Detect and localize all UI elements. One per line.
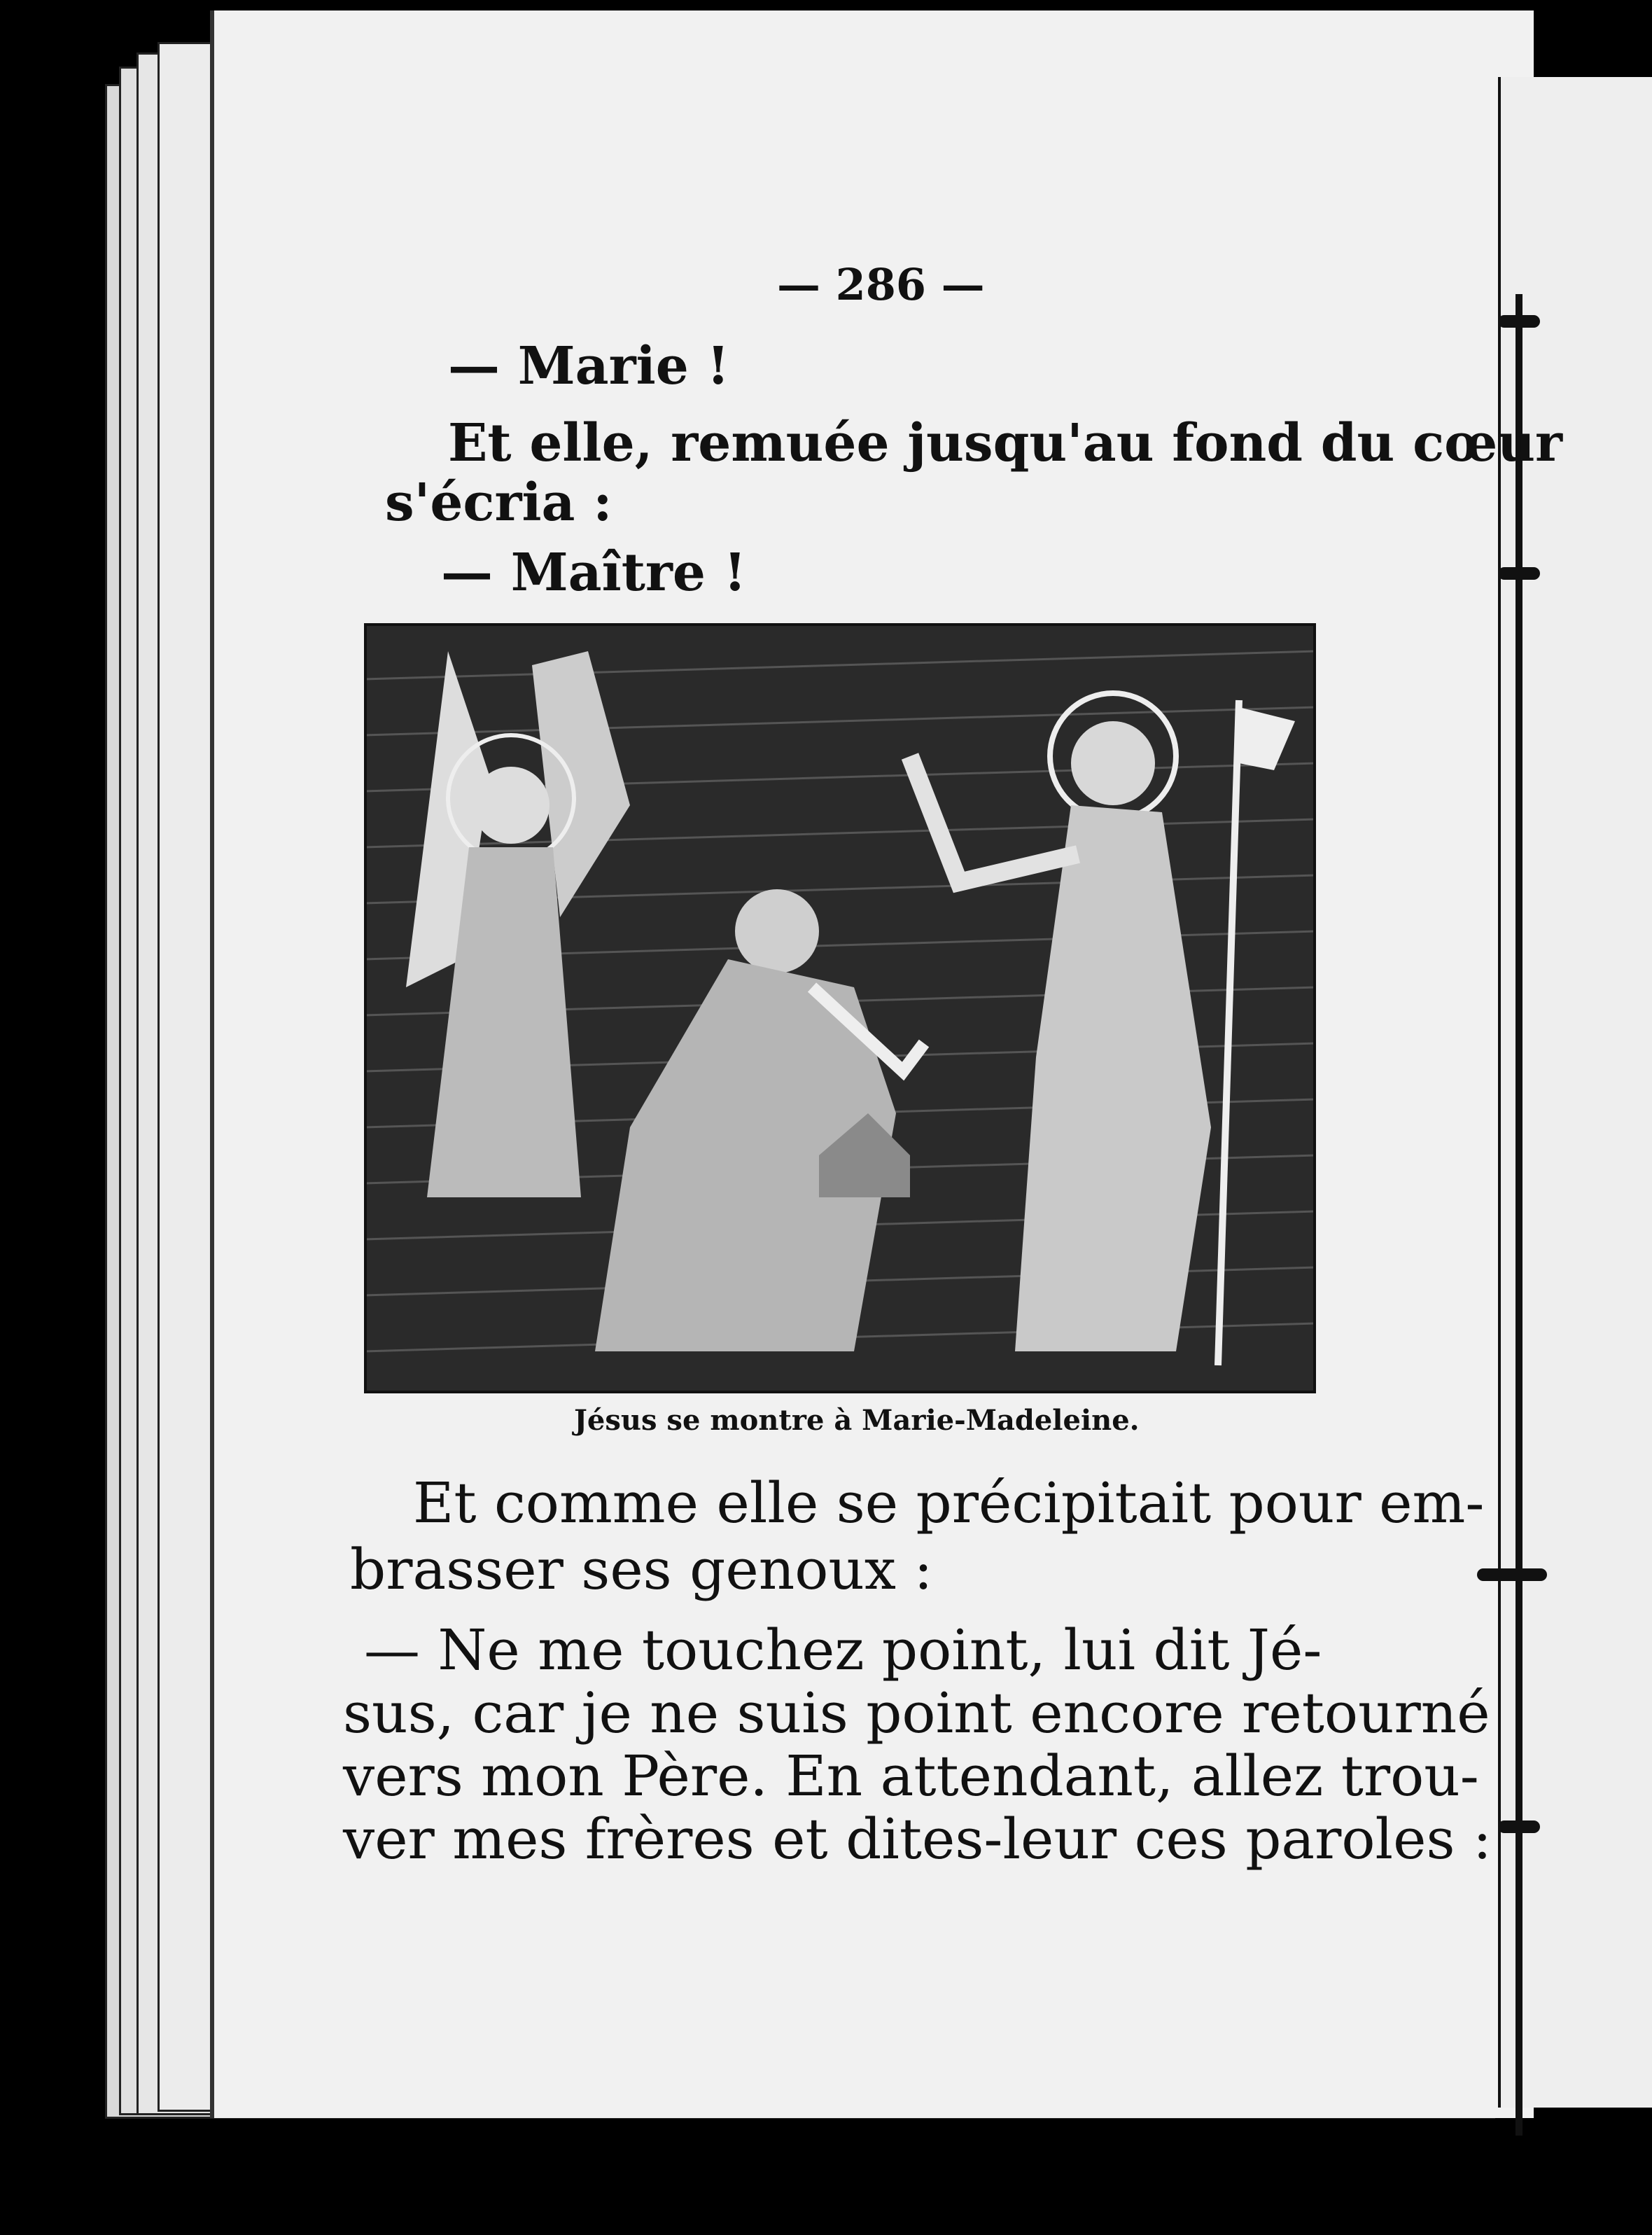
stitch-mark <box>1498 567 1540 580</box>
text-line: sus, car je ne suis point encore retourné <box>343 1680 1490 1746</box>
stitch-mark <box>1477 1568 1547 1581</box>
stitch-mark <box>1498 1820 1540 1833</box>
text-line: Et elle, remuée jusqu'au fond du cœur <box>448 413 1563 473</box>
stitch-mark <box>1498 315 1540 328</box>
text-line: vers mon Père. En attendant, allez trou- <box>343 1743 1479 1809</box>
text-line: — Maître ! <box>441 543 747 603</box>
page-number: — 286 — <box>777 259 985 310</box>
text-line: Et comme elle se précipitait pour em- <box>413 1470 1485 1536</box>
engraving-illustration <box>364 623 1316 1393</box>
text-line: brasser ses genoux : <box>350 1537 933 1602</box>
text-line: s'écria : <box>385 473 612 533</box>
illustration-caption: Jésus se montre à Marie-Madeleine. <box>574 1404 1140 1437</box>
text-line: — Marie ! <box>448 336 730 396</box>
text-line: ver mes frères et dites-leur ces paroles : <box>343 1806 1492 1872</box>
text-line: — Ne me touchez point, lui dit Jé- <box>364 1617 1322 1683</box>
